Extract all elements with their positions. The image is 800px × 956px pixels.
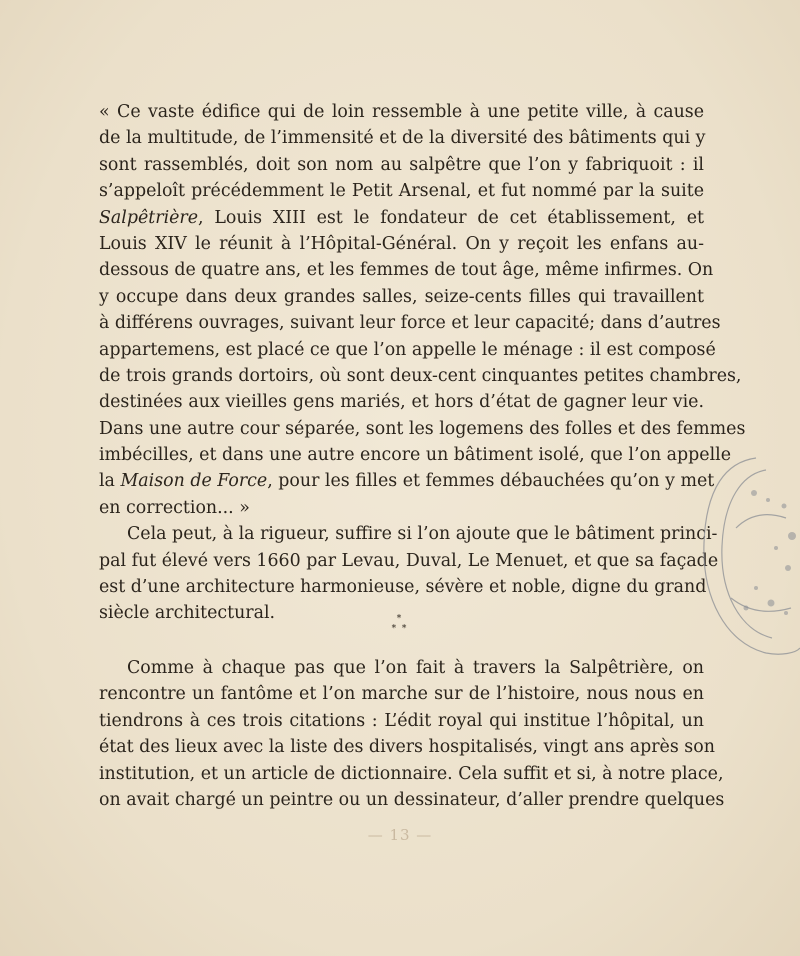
text-line: dessous de quatre ans, et les femmes de tout âge, même infirmes. On [99, 260, 714, 281]
text-line: de la multitude, de l’immensité et de la diversité des bâtiments qui y [99, 128, 706, 149]
text-block-upper [99, 99, 746, 627]
text-line: la Maison de Force, pour les filles et femmes débauchées qu’on y met [99, 471, 715, 492]
text-line: de trois grands dortoirs, où sont deux-cent cinquantes petites chambres, [99, 365, 742, 386]
page-number: — 13 — [367, 826, 433, 844]
text-line: institution, et un article de dictionnaire. Cela suffit et si, à notre place, [99, 763, 724, 784]
text-line: en correction... » [99, 497, 250, 518]
ornament-text: * * * [391, 614, 407, 634]
text-line: état des lieux avec la liste des divers hospitalisés, vingt ans après son [99, 737, 715, 758]
text-line: tiendrons à ces trois citations : L’édit royal qui institue l’hôpital, un [99, 710, 704, 731]
text-line: sont rassemblés, doit son nom au salpêtre que l’on y fabriquoit : il [99, 154, 704, 175]
text-line: Dans une autre cour séparée, sont les logemens des folles et des femmes [99, 418, 746, 439]
text-line: Salpêtrière, Louis XIII est le fondateur de cet établissement, et [99, 207, 704, 228]
text-line: Cela peut, à la rigueur, suffire si l’on ajoute que le bâtiment princi- [127, 524, 718, 545]
text-line: pal fut élevé vers 1660 par Levau, Duval, Le Menuet, et que sa façade [99, 550, 719, 571]
text-line: destinées aux vieilles gens mariés, et hors d’état de gagner leur vie. [99, 392, 704, 413]
text-line: à différens ouvrages, suivant leur force et leur capacité; dans d’autres [99, 313, 721, 334]
text-line: y occupe dans deux grandes salles, seize-cents filles qui travaillent [99, 286, 704, 307]
section-ornament [384, 614, 414, 644]
text-line: s’appeloît précédemment le Petit Arsenal, et fut nommé par la suite [99, 181, 704, 202]
text-line: on avait chargé un peintre ou un dessinateur, d’aller prendre quelques [99, 789, 725, 810]
text-line: appartemens, est placé ce que l’on appelle le ménage : il est composé [99, 339, 716, 360]
text-line: Louis XIV le réunit à l’Hôpital-Général. On y reçoit les enfans au- [99, 233, 704, 254]
text-line: est d’une architecture harmonieuse, sévère et noble, digne du grand [99, 577, 707, 598]
text-block-lower [99, 655, 725, 813]
text-line: rencontre un fantôme et l’on marche sur de l’histoire, nous nous en [99, 684, 704, 705]
text-line: imbécilles, et dans une autre encore un bâtiment isolé, que l’on appelle [99, 445, 732, 466]
text-line: siècle architectural. [99, 603, 276, 624]
library-stamp [696, 448, 800, 663]
text-line: Comme à chaque pas que l’on fait à travers la Salpêtrière, on [127, 658, 704, 678]
text-line: « Ce vaste édifice qui de loin ressemble à une petite ville, à cause [99, 102, 704, 122]
